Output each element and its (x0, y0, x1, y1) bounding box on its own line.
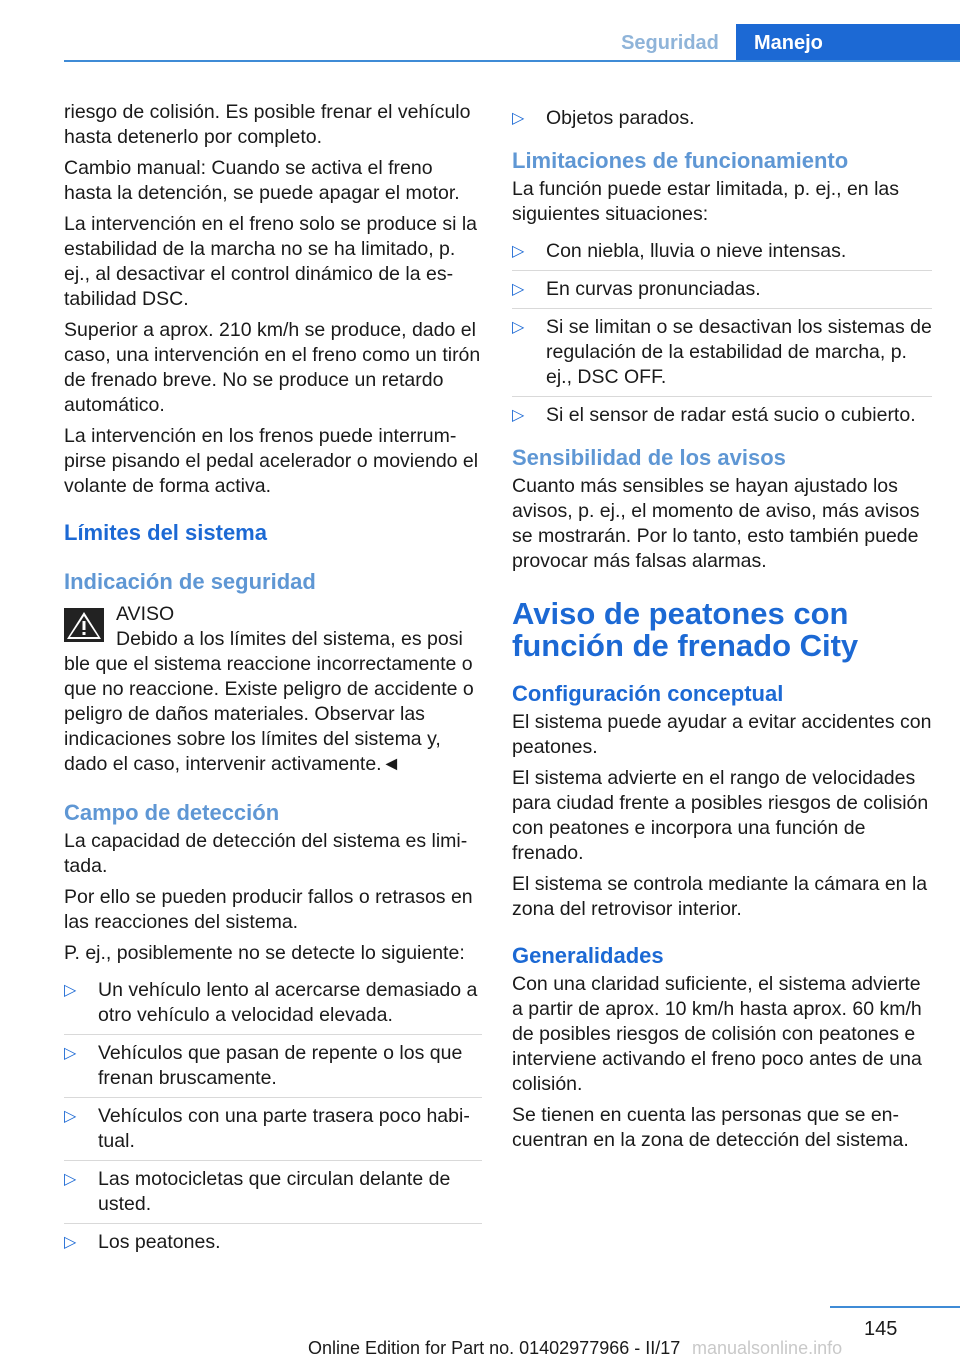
paragraph: La capacidad de detección del sistema es limitada. (64, 830, 468, 877)
triangle-bullet-icon: ▷ (64, 1234, 77, 1251)
triangle-bullet-icon: ▷ (64, 982, 77, 999)
paragraph: Con una claridad suficiente, el sistema advierte a partir de aprox. 10 km/h hasta aprox. 60 km/h de posibles riesgos de colisión con peatones e interviene activando el freno poco antes de una colisión. (512, 973, 922, 1095)
list-item-text: Objetos parados. (546, 107, 695, 129)
warning-block (64, 602, 482, 652)
list-item-text: Los peatones. (98, 1231, 221, 1253)
triangle-bullet-icon: ▷ (512, 243, 525, 260)
warning-text: ble que el sistema reaccione incorrectamente o que no reaccione. Existe peligro de accidente o peligro de daños materiales. Observar las indicaciones sobre los límites del sistema y, dado el caso, intervenir activamente.◄ (64, 653, 474, 775)
paragraph: P. ej., posiblemente no se detecte lo siguiente: (64, 942, 465, 964)
list-item-text: Si el sensor de radar está sucio o cubierto. (546, 404, 916, 426)
list-item-text: Si se limitan o se desactivan los sistemas de regulación de la estabilidad de marcha, p. ej., DSC OFF. (546, 316, 932, 388)
paragraph: Se tienen en cuenta las personas que se encuentran en la zona de detección del sistema. (512, 1104, 909, 1151)
watermark: manualsonline.info (692, 1338, 843, 1358)
triangle-bullet-icon: ▷ (512, 319, 525, 336)
paragraph: riesgo de colisión. Es posible frenar el vehículo hasta detenerlo por completo. (64, 101, 471, 148)
list-item (512, 396, 932, 434)
list-item (512, 233, 932, 270)
tab-manejo[interactable]: Manejo (736, 24, 960, 62)
heading-sensibilidad: Sensibilidad de los avisos (512, 445, 786, 470)
page-number: 145 (864, 1318, 898, 1340)
list-item-text: Vehículos con una parte trasera poco habitual. (98, 1105, 470, 1152)
left-column (64, 100, 482, 1261)
list-item (64, 1034, 482, 1097)
triangle-bullet-icon: ▷ (512, 281, 525, 298)
list-item (512, 308, 932, 396)
heading-configuracion: Configuración conceptual (512, 681, 784, 706)
list-item-text: En curvas pronunciadas. (546, 278, 761, 300)
warning-text-first: Debido a los límites del sistema, es posi (116, 628, 463, 650)
list-item (64, 1097, 482, 1160)
heading-limitaciones: Limitaciones de funcionamiento (512, 148, 849, 173)
list-item (512, 270, 932, 308)
heading-aviso-peatones: Aviso de peatones con función de frenado City (512, 596, 859, 663)
triangle-bullet-icon: ▷ (512, 407, 525, 424)
footer-edition: Online Edition for Part no. 01402977966 - II/17 (308, 1338, 681, 1358)
warning-triangle-icon (64, 608, 104, 642)
heading-indicacion: Indicación de seguridad (64, 569, 316, 594)
list-item-text: Las motocicletas que circulan delante de usted. (98, 1168, 451, 1215)
list-item (64, 1160, 482, 1223)
heading-limites: Límites del sistema (64, 520, 267, 545)
paragraph: El sistema advierte en el rango de velocidades para ciudad frente a posibles riesgos de colisión con peatones e incorpora una función de frenado. (512, 767, 929, 864)
tab-seguridad[interactable]: Seguridad (621, 32, 719, 54)
list-item-text: Con niebla, lluvia o nieve intensas. (546, 240, 847, 262)
paragraph: El sistema puede ayudar a evitar accidentes con peatones. (512, 711, 932, 758)
list-item (64, 972, 482, 1034)
paragraph: Cuanto más sensibles se hayan ajustado los avisos, p. ej., el momento de aviso, más avisos se mostrarán. Por lo tanto, esto también puede provocar más falsas alarmas. (512, 475, 920, 572)
limitations-list (512, 233, 932, 434)
paragraph: Cambio manual: Cuando se activa el freno hasta la detención, se puede apagar el motor. (64, 157, 460, 204)
heading-campo: Campo de detección (64, 800, 280, 825)
header-rule (64, 60, 960, 62)
list-item-text: Vehículos que pasan de repente o los que frenan bruscamente. (98, 1042, 463, 1089)
triangle-bullet-icon: ▷ (64, 1171, 77, 1188)
triangle-bullet-icon: ▷ (64, 1108, 77, 1125)
heading-generalidades: Generalidades (512, 943, 664, 968)
paragraph: Por ello se pueden producir fallos o retrasos en las reacciones del sistema. (64, 886, 473, 933)
paragraph: La intervención en el freno solo se produce si la estabilidad de la marcha no se ha limitado, p. ej., al desactivar el control dinámico de la estabilidad DSC. (64, 213, 478, 310)
warning-title: AVISO (116, 603, 175, 625)
list-item-text: Un vehículo lento al acercarse demasiado a otro vehículo a velocidad elevada. (98, 979, 478, 1026)
right-column (512, 100, 932, 1159)
detection-list-continued (512, 100, 932, 137)
footer-rule (830, 1306, 960, 1308)
paragraph: La función puede estar limitada, p. ej., en las siguientes situaciones: (512, 178, 899, 225)
paragraph: Superior a aprox. 210 km/h se produce, dado el caso, una intervención en el freno como un tirón de frenado breve. No se produce un retardo automático. (64, 319, 481, 416)
triangle-bullet-icon: ▷ (512, 110, 525, 127)
list-item (512, 100, 932, 137)
list-item (64, 1223, 482, 1261)
paragraph: El sistema se controla mediante la cámara en la zona del retrovisor interior. (512, 873, 928, 920)
detection-list (64, 972, 482, 1261)
triangle-bullet-icon: ▷ (64, 1045, 77, 1062)
paragraph: La intervención en los frenos puede interrumpirse pisando el pedal acelerador o moviendo el volante de forma activa. (64, 425, 479, 497)
